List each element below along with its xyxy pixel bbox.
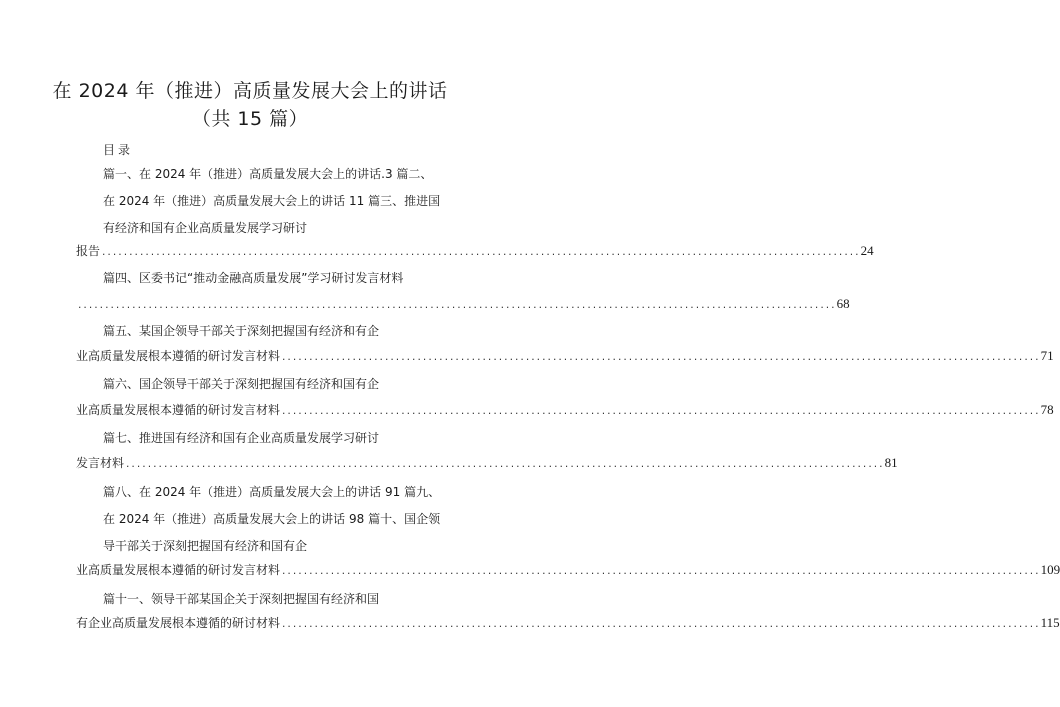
toc-line-15[interactable]: 导干部关于深刻把握国有经济和国有企 — [103, 539, 308, 553]
dot-leader: ............................................................................................................................................ — [101, 248, 860, 258]
document-subtitle: （共 15 篇） — [191, 108, 309, 130]
dot-leader: ............................................................................................................................................ — [281, 620, 1040, 630]
toc-line-18[interactable]: 有企业高质量发展根本遵循的研讨材料 ............................................................................................................................................ 115 — [76, 615, 417, 633]
toc-line-17[interactable]: 篇十一、领导干部某国企关于深刻把握国有经济和国 — [103, 592, 380, 606]
dot-leader: ............................................................................................................................................ — [281, 353, 1040, 363]
toc-line-11[interactable]: 篇七、推进国有经济和国有企业高质量发展学习研讨 — [103, 431, 380, 445]
toc-heading: 目录 — [103, 143, 134, 157]
toc-line-2[interactable]: 在 2024 年（推进）高质量发展大会上的讲话 11 篇三、推进国 — [103, 194, 441, 208]
toc-line-5[interactable]: 篇四、区委书记“推动金融高质量发展”学习研讨发言材料 — [103, 271, 404, 285]
toc-line-12[interactable]: 发言材料 ............................................................................................................................................ 81 — [76, 455, 406, 473]
toc-page-number: 81 — [884, 455, 898, 470]
toc-line-13[interactable]: 篇八、在 2024 年（推进）高质量发展大会上的讲话 91 篇九、 — [103, 485, 441, 499]
toc-page-number: 71 — [1040, 348, 1054, 363]
toc-line-4[interactable]: 报告 ............................................................................................................................................ 24 — [76, 243, 402, 261]
toc-page-number: 109 — [1040, 562, 1060, 577]
toc-line-16[interactable]: 业高质量发展根本遵循的研讨发言材料 ............................................................................................................................................ 109 — [76, 562, 416, 580]
dot-leader: ............................................................................................................................................ — [77, 301, 836, 311]
toc-line-14[interactable]: 在 2024 年（推进）高质量发展大会上的讲话 98 篇十、国企领 — [103, 512, 441, 526]
dot-leader: ............................................................................................................................................ — [281, 567, 1040, 577]
dot-leader: ............................................................................................................................................ — [281, 407, 1040, 417]
toc-line-6[interactable] — [76, 296, 850, 314]
toc-line-7[interactable]: 篇五、某国企领导干部关于深刻把握国有经济和有企 — [103, 324, 380, 338]
toc-line-3[interactable]: 有经济和国有企业高质量发展学习研讨 — [103, 221, 308, 235]
toc-line-1[interactable]: 篇一、在 2024 年（推进）高质量发展大会上的讲话.3 篇二、 — [103, 167, 433, 181]
toc-page-number: 115 — [1040, 615, 1060, 630]
toc-line-10[interactable]: 业高质量发展根本遵循的研讨发言材料 ............................................................................................................................................ 78 — [76, 402, 408, 420]
dot-leader: ............................................................................................................................................ — [125, 460, 884, 470]
toc-line-8[interactable]: 业高质量发展根本遵循的研讨发言材料 ............................................................................................................................................ 71 — [76, 348, 407, 366]
document-title: 在 2024 年（推进）高质量发展大会上的讲话 — [52, 80, 448, 102]
toc-page-number: 68 — [836, 296, 850, 311]
toc-page-number: 78 — [1040, 402, 1054, 417]
toc-page-number: 24 — [860, 243, 874, 258]
toc-line-9[interactable]: 篇六、国企领导干部关于深刻把握国有经济和国有企 — [103, 377, 380, 391]
